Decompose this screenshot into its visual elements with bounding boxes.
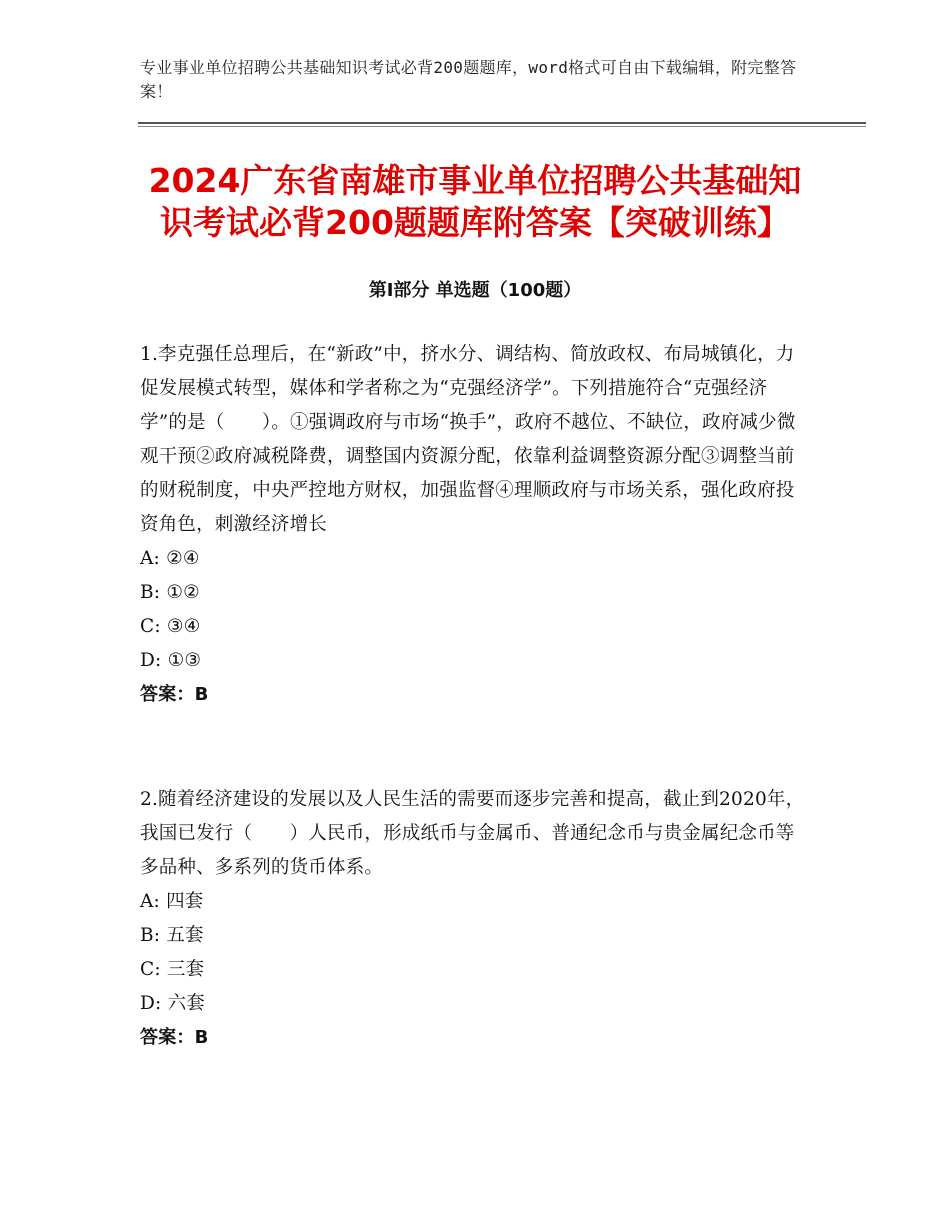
question-2 <box>140 783 810 1055</box>
option-a <box>140 885 810 919</box>
question-1 <box>140 338 810 712</box>
document-title: 2024广东省南雄市事业单位招聘公共基础知识考试必背200题题库附答案【突破训练】 <box>148 161 802 242</box>
option-text: ①② <box>166 582 200 603</box>
option-label: D: <box>140 993 162 1014</box>
header-note: 专业事业单位招聘公共基础知识考试必背200题题库，word格式可自由下载编辑，附完整答案！ <box>140 58 797 101</box>
option-text: ①③ <box>167 650 202 671</box>
option-label: A: <box>140 891 160 912</box>
option-text: 四套 <box>166 891 204 912</box>
answer-line: 答案：B <box>140 1027 209 1048</box>
header-rule-thick <box>138 122 866 124</box>
option-d <box>140 987 810 1021</box>
option-b <box>140 576 810 610</box>
option-text: ②④ <box>166 548 200 569</box>
option-text: 五套 <box>166 925 204 946</box>
option-label: C: <box>140 616 161 637</box>
option-d <box>140 644 810 678</box>
option-c <box>140 953 810 987</box>
question-stem: 2.随着经济建设的发展以及人民生活的需要而逐步完善和提高，截止到2020年，我国已发行（ ）人民币，形成纸币与金属币、普通纪念币与贵金属纪念币等多品种、多系列的货币体系。 <box>140 789 805 878</box>
option-c <box>140 610 810 644</box>
answer-line: 答案：B <box>140 684 209 705</box>
header-rule-thin <box>138 126 866 127</box>
option-a <box>140 542 810 576</box>
option-b <box>140 919 810 953</box>
option-text: ③④ <box>166 616 201 637</box>
option-label: D: <box>140 650 162 671</box>
option-label: C: <box>140 959 161 980</box>
option-label: A: <box>140 548 160 569</box>
option-text: 三套 <box>166 959 205 980</box>
option-text: 六套 <box>167 993 205 1014</box>
section-title: 第Ⅰ部分 单选题（100题） <box>368 280 582 301</box>
option-label: B: <box>140 925 161 946</box>
option-label: B: <box>140 582 161 603</box>
question-stem: 1.李克强任总理后，在“新政”中，挤水分、调结构、简放政权、布局城镇化，力促发展模式转型，媒体和学者称之为“克强经济学”。下列措施符合“克强经济学”的是（ ）。①强调政府与市场“换手”，政府不越位、不缺位，政府减少微观干预②政府减税降费，调整国内资源分配，依靠利益调整资源分配③调整当前的财税制度，中央严控地方财权，加强监督④理顺政府与市场关系，强化政府投资角色，刺激经济增长 <box>140 344 796 535</box>
